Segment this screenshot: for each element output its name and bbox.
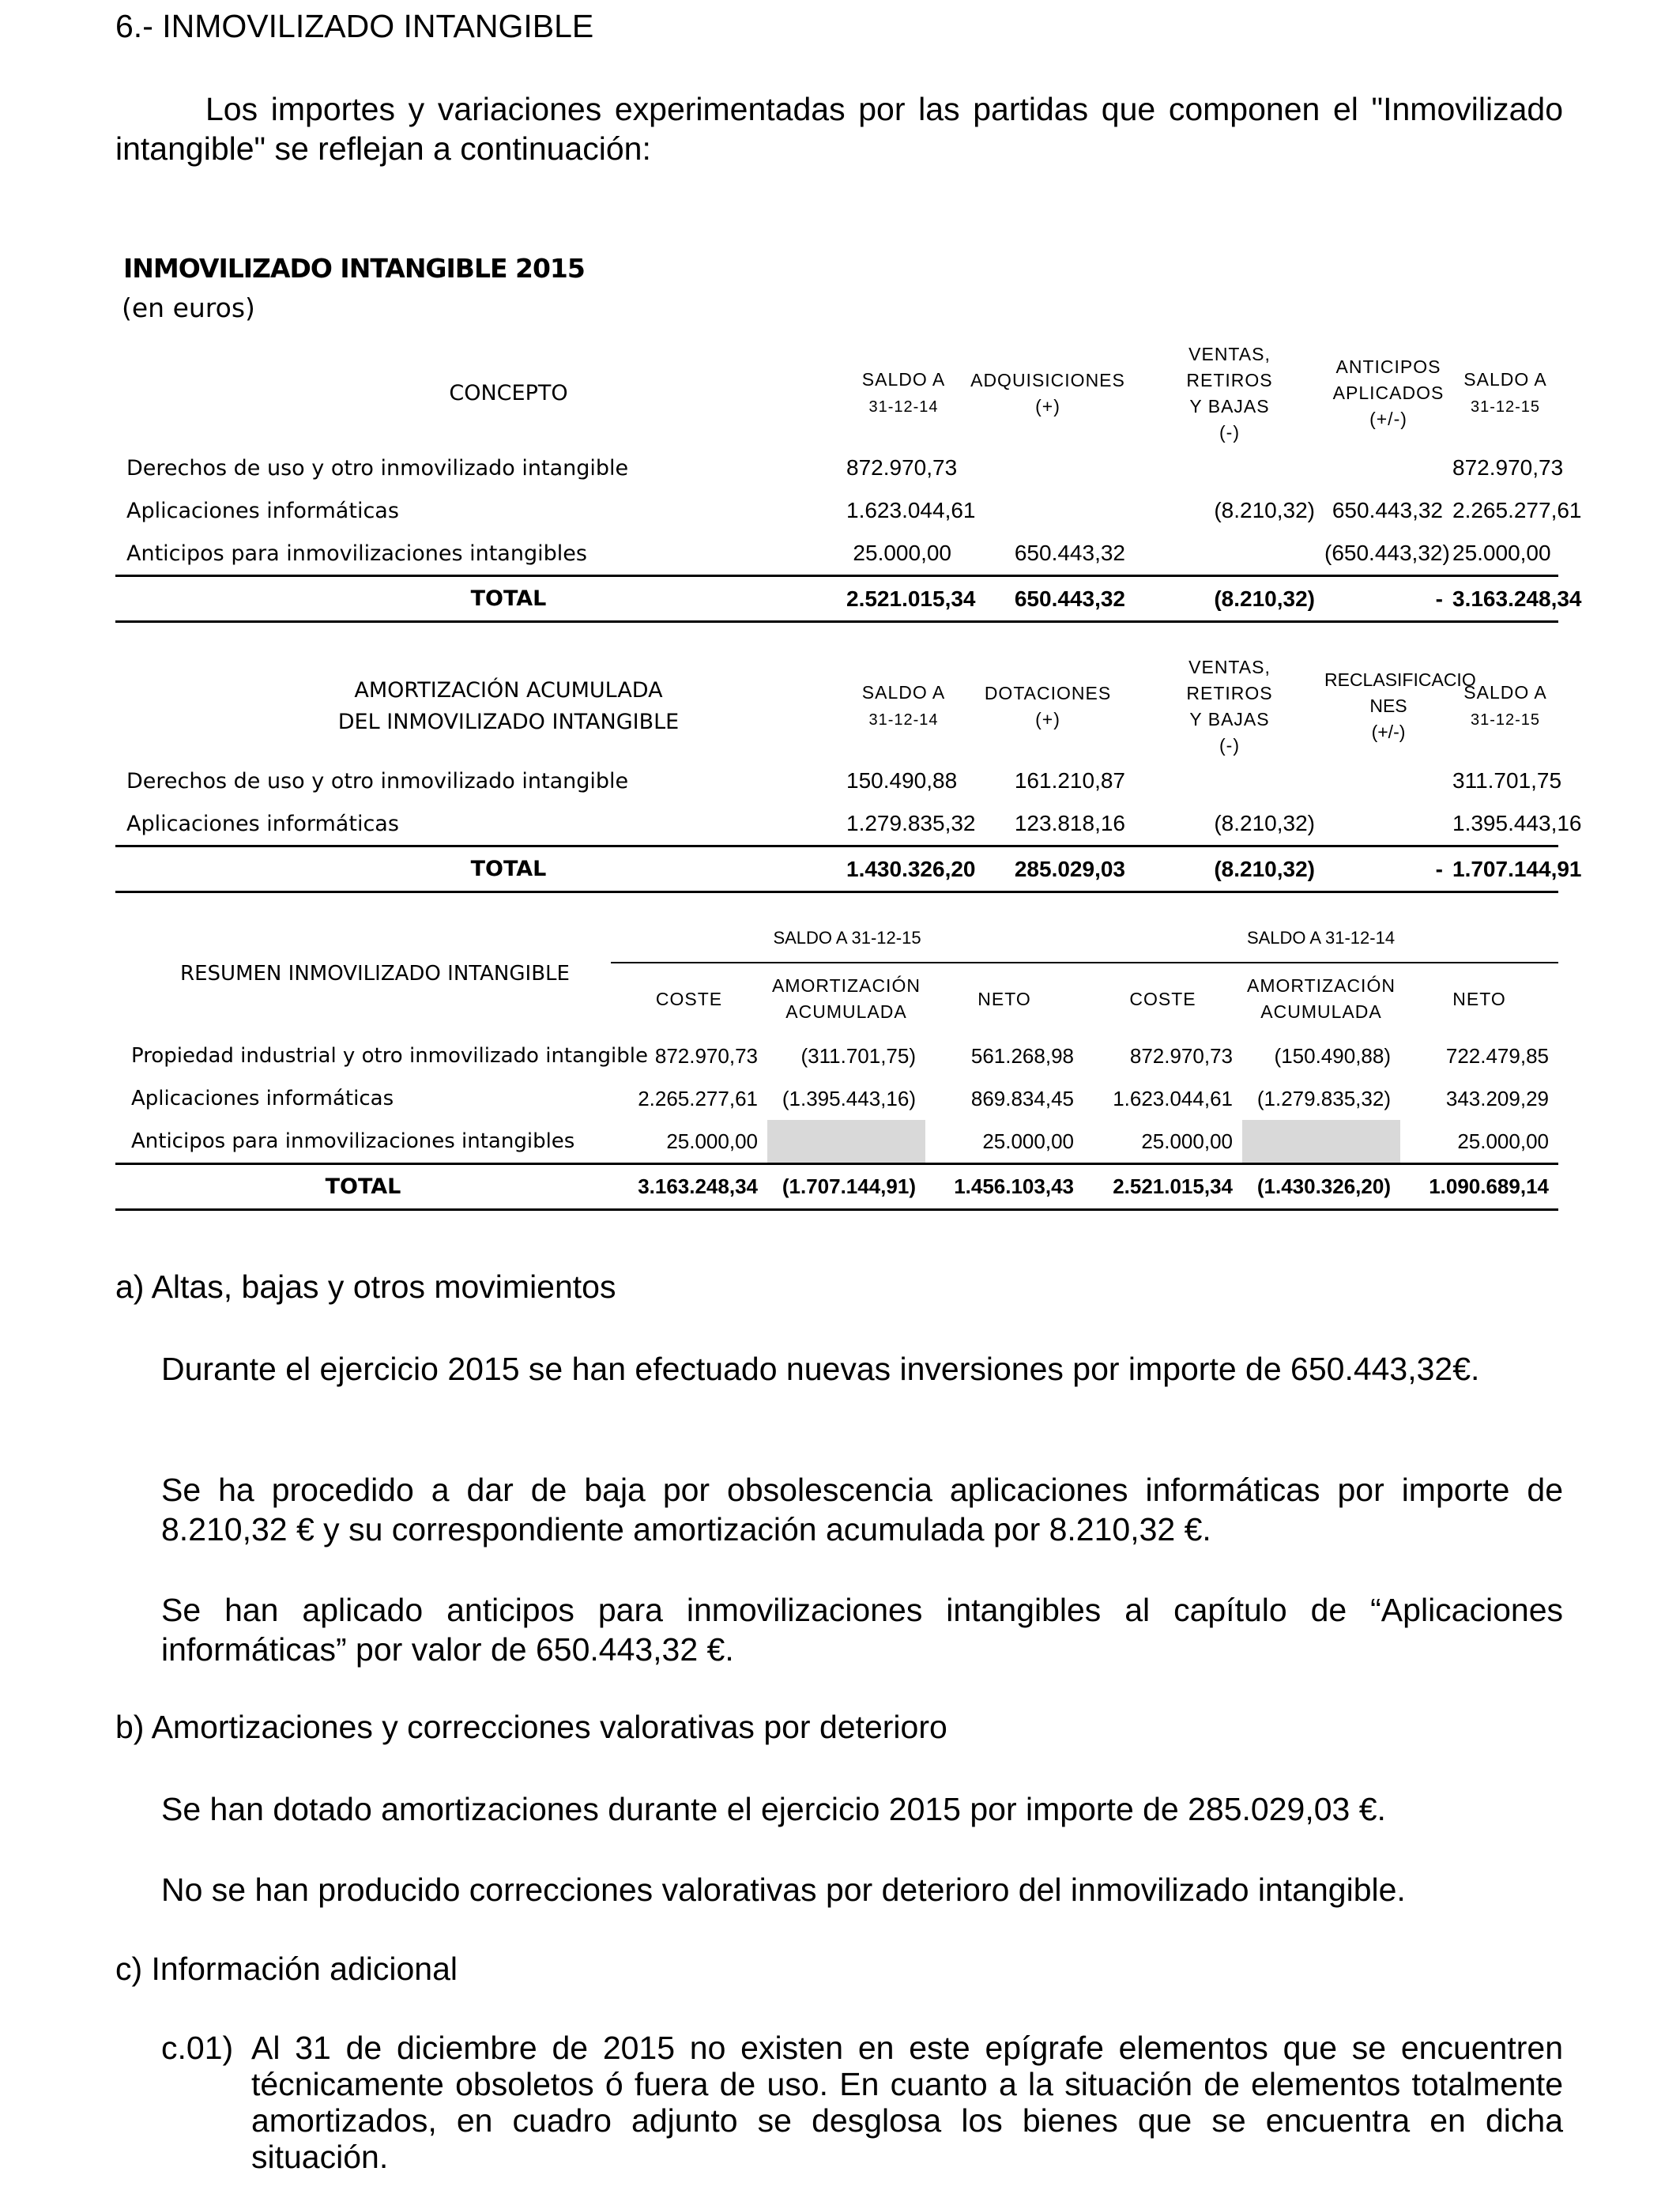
header-ventas: VENTAS, RETIROS Y BAJAS (-) <box>1186 343 1273 443</box>
cell-value: 25.000,00 <box>1141 1129 1233 1153</box>
section-b-paragraph: Se han dotado amortizaciones durante el ejercicio 2015 por importe de 285.029,03 €. <box>161 1791 1386 1827</box>
row-label: Aplicaciones informáticas <box>126 498 399 523</box>
header-dotaciones: DOTACIONES (+) <box>984 682 1112 729</box>
cell-value <box>1135 532 1324 576</box>
table-total-row <box>115 846 1558 892</box>
cell-value: 722.479,85 <box>1445 1043 1549 1068</box>
cell-value: 25.000,00 <box>982 1129 1074 1153</box>
total-value: (1.430.326,20) <box>1242 1164 1400 1210</box>
row-label: Propiedad industrial y otro inmovilizado intangible <box>131 1044 648 1068</box>
row-label: Derechos de uso y otro inmovilizado intangible <box>126 768 629 794</box>
cell-value: 1.623.044,61 <box>1113 1086 1233 1110</box>
total-value: 650.443,32 <box>961 576 1135 622</box>
table-row <box>115 1077 1558 1120</box>
cell-value <box>1324 760 1452 802</box>
cell-value: 1.623.044,61 <box>846 498 976 522</box>
header-saldo-ini: SALDO A 31-12-14 <box>861 681 946 729</box>
header-neto: NETO <box>925 963 1083 1035</box>
cell-value <box>1135 760 1324 802</box>
total-label: TOTAL <box>115 846 846 892</box>
cell-value <box>961 447 1135 489</box>
cell-value: 150.490,88 <box>846 768 958 793</box>
total-value: 2.521.015,34 <box>846 576 961 622</box>
header-adquisiciones: ADQUISICIONES (+) <box>970 369 1125 417</box>
header-neto: NETO <box>1400 963 1558 1035</box>
cell-value: 25.000,00 <box>1457 1129 1549 1153</box>
cell-value: 25.000,00 <box>1452 541 1551 565</box>
table-row <box>115 489 1558 532</box>
cell-value: 123.818,16 <box>1014 811 1125 835</box>
header-concepto: CONCEPTO <box>449 381 568 405</box>
section-a-paragraph: Durante el ejercicio 2015 se han efectuado nuevas inversiones por importe de 650.443,32€. <box>161 1351 1480 1387</box>
header-concepto: AMORTIZACIÓN ACUMULADA DEL INMOVILIZADO INTANGIBLE <box>337 677 680 734</box>
section-title: 6.- INMOVILIZADO INTANGIBLE <box>115 8 594 44</box>
total-label: TOTAL <box>115 1164 611 1210</box>
cell-value <box>1135 447 1324 489</box>
header-anticipos: ANTICIPOS APLICADOS (+/-) <box>1332 356 1445 429</box>
cell-value: (650.443,32) <box>1324 541 1450 565</box>
cell-value: (1.395.443,16) <box>782 1086 916 1110</box>
cell-value: (1.279.835,32) <box>1256 1086 1391 1110</box>
section-a-paragraph: Se ha procedido a dar de baja por obsolescencia aplicaciones informáticas por importe de 8.210,32 € y su correspondiente amortización acumulada por 8.210,32 €. <box>161 1472 1563 1547</box>
section-a-paragraph: Se han aplicado anticipos para inmovilizaciones intangibles al capítulo de “Aplicaciones informáticas” por valor de 650.443,32 €. <box>161 1592 1563 1668</box>
table-row <box>115 447 1558 489</box>
cell-value: 1.279.835,32 <box>846 811 976 835</box>
total-value: 1.090.689,14 <box>1400 1164 1558 1210</box>
cell-value: 872.970,73 <box>846 455 958 480</box>
table-group-header-row <box>115 913 1558 963</box>
cell-value <box>961 489 1135 532</box>
cell-value: 872.970,73 <box>1129 1043 1233 1068</box>
total-value: (8.210,32) <box>1135 846 1324 892</box>
row-label: Anticipos para inmovilizaciones intangibles <box>126 541 587 566</box>
table-row <box>115 1035 1558 1077</box>
inmovilizado-table <box>115 340 1582 623</box>
cell-value: (150.490,88) <box>1274 1043 1391 1068</box>
header-saldo-fin: SALDO A 31-12-15 <box>1463 681 1547 729</box>
cell-value: 25.000,00 <box>666 1129 758 1153</box>
cell-value: 343.209,29 <box>1445 1086 1549 1110</box>
table-row <box>115 760 1558 802</box>
table-row <box>115 802 1558 846</box>
section-c-heading: c) Información adicional <box>115 1951 458 1987</box>
cell-value: (8.210,32) <box>1214 498 1315 522</box>
cell-value: 2.265.277,61 <box>638 1086 758 1110</box>
header-concepto: RESUMEN INMOVILIZADO INTANGIBLE <box>180 962 570 986</box>
shaded-cell <box>767 1120 925 1164</box>
total-value: - <box>1324 846 1452 892</box>
total-label: TOTAL <box>115 576 846 622</box>
row-label: Aplicaciones informáticas <box>126 811 399 836</box>
header-saldo-fin: SALDO A 31-12-15 <box>1463 368 1547 416</box>
table-row <box>115 532 1558 576</box>
table-header-row <box>115 653 1558 760</box>
header-group-2015: SALDO A 31-12-15 <box>773 927 921 948</box>
header-saldo-ini: SALDO A 31-12-14 <box>861 368 946 416</box>
cell-value: 650.443,32 <box>1014 541 1125 565</box>
section-b-paragraph: No se han producido correcciones valorativas por deterioro del inmovilizado intangible. <box>161 1872 1406 1908</box>
total-value: 1.430.326,20 <box>846 846 961 892</box>
section-a-heading: a) Altas, bajas y otros movimientos <box>115 1269 616 1305</box>
row-label: Derechos de uso y otro inmovilizado intangible <box>126 455 629 481</box>
cell-value: 25.000,00 <box>853 541 951 565</box>
total-value: 3.163.248,34 <box>611 1164 767 1210</box>
total-value: - <box>1324 576 1452 622</box>
table-row <box>115 1120 1558 1164</box>
total-value: 3.163.248,34 <box>1452 576 1558 622</box>
header-ventas: VENTAS, RETIROS Y BAJAS (-) <box>1186 656 1273 756</box>
cell-value <box>1324 802 1452 846</box>
amortizacion-table <box>115 653 1582 893</box>
cell-value: 311.701,75 <box>1452 768 1562 793</box>
header-group-2014: SALDO A 31-12-14 <box>1246 927 1396 948</box>
intro-paragraph: Los importes y variaciones experimentadas por las partidas que componen el "Inmovilizado intangible" se reflejan a continuación: <box>115 91 1563 167</box>
total-value: (8.210,32) <box>1135 576 1324 622</box>
header-coste: COSTE <box>1083 963 1242 1035</box>
header-coste: COSTE <box>611 963 767 1035</box>
cell-value: 161.210,87 <box>1014 768 1125 793</box>
total-value: 2.521.015,34 <box>1083 1164 1242 1210</box>
total-value: (1.707.144,91) <box>767 1164 925 1210</box>
shaded-cell <box>1242 1120 1400 1164</box>
cell-value: 2.265.277,61 <box>1452 498 1582 522</box>
header-amortizacion: AMORTIZACIÓN ACUMULADA <box>767 963 925 1035</box>
total-value: 1.456.103,43 <box>925 1164 1083 1210</box>
header-reclasificaciones: RECLASIFICACIO NES (+/-) <box>1324 669 1476 742</box>
table-header-row <box>115 340 1558 447</box>
row-label: Aplicaciones informáticas <box>131 1087 394 1110</box>
cell-value: 869.834,45 <box>970 1086 1074 1110</box>
resumen-table <box>115 913 1558 1211</box>
section-b-heading: b) Amortizaciones y correcciones valorativas por deterioro <box>115 1709 947 1745</box>
row-label: Anticipos para inmovilizaciones intangibles <box>131 1129 575 1153</box>
cell-value <box>1324 447 1452 489</box>
total-value: 1.707.144,91 <box>1452 846 1558 892</box>
item-number: c.01) <box>161 2030 234 2066</box>
table1-title: INMOVILIZADO INTANGIBLE 2015 <box>123 253 585 284</box>
cell-value: 872.970,73 <box>1452 455 1564 480</box>
total-value: 285.029,03 <box>961 846 1135 892</box>
cell-value: (8.210,32) <box>1214 811 1315 835</box>
table-total-row <box>115 576 1558 622</box>
table-total-row <box>115 1164 1558 1210</box>
header-amortizacion: AMORTIZACIÓN ACUMULADA <box>1242 963 1400 1035</box>
cell-value: 650.443,32 <box>1332 498 1443 522</box>
cell-value: (311.701,75) <box>800 1043 916 1068</box>
item-paragraph: Al 31 de diciembre de 2015 no existen en este epígrafe elementos que se encuentren técnicamente obsoletos ó fuera de uso. En cuanto a la situación de elementos totalmente amortizados, en cuadro adjunto se desglosa los bienes que se encuentra en dicha situación. <box>251 2030 1563 2175</box>
cell-value: 1.395.443,16 <box>1452 811 1582 835</box>
table1-subtitle: (en euros) <box>122 292 255 323</box>
cell-value: 561.268,98 <box>970 1043 1074 1068</box>
cell-value: 872.970,73 <box>654 1043 758 1068</box>
